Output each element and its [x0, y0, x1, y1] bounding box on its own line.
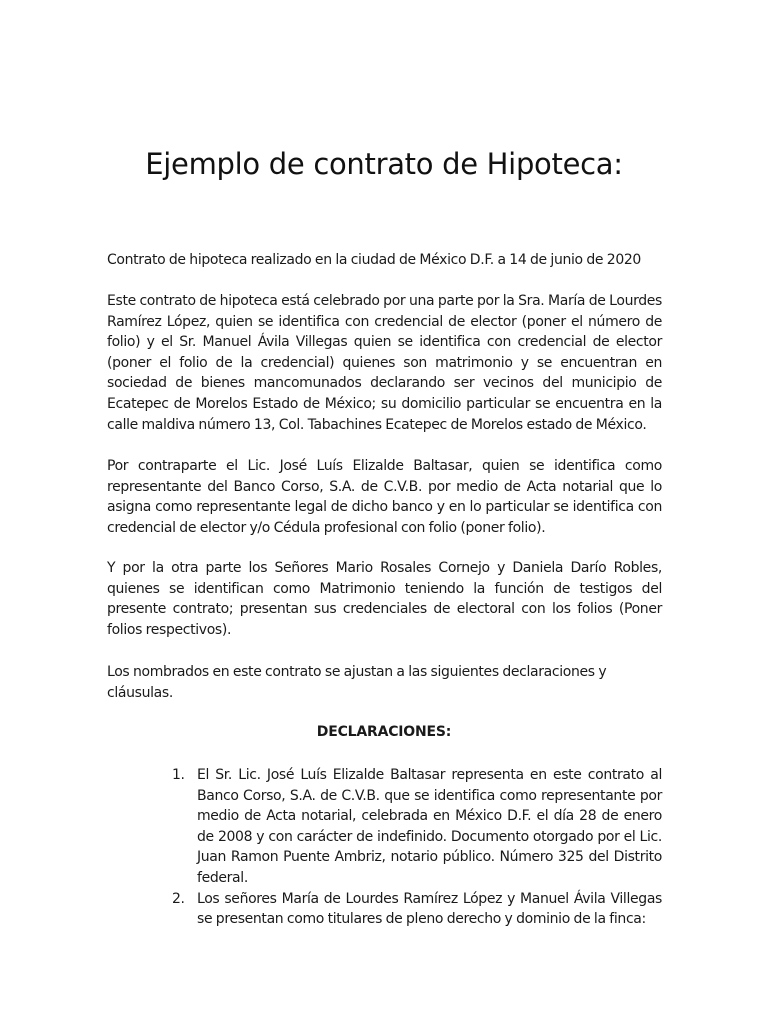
document-title: Ejemplo de contrato de Hipoteca: [145, 147, 623, 181]
declarations-list [172, 765, 662, 930]
declarations-heading: DECLARACIONES: [316, 724, 452, 740]
list-item [172, 765, 662, 889]
counterparty-paragraph: Por contraparte el Lic. José Luís Elizalde Baltasar, quien se identifica como representante del Banco Corso, S.A. de C.V.B. por medio de Acta notarial que lo asigna como representante legal de dicho banco y en lo particular se identifica con credencial de elector y/o Cédula profesional con folio (poner folio). [107, 458, 662, 536]
intro-paragraph: Contrato de hipoteca realizado en la ciudad de México D.F. a 14 de junio de 2020 [107, 252, 641, 268]
list-item-number: 1. [172, 767, 185, 783]
list-item-number: 2. [172, 890, 185, 907]
list-item [172, 889, 662, 930]
parties-paragraph: Este contrato de hipoteca está celebrado por una parte por la Sra. María de Lourdes Ramírez López, quien se identifica con credencial de elector (poner el número de folio) y el Sr. Manuel Ávila Villegas quien se identifica con credencial de elector (poner el folio de la credencial) quienes son matrimonio y se encuentran en sociedad de bienes mancomunados declarando ser vecinos del municipio de Ecatepec de Morelos Estado de México; su domicilio particular se encuentra en la calle maldiva número 13, Col. Tabachines Ecatepec de Morelos estado de México. [107, 293, 662, 433]
agreement-paragraph: Los nombrados en este contrato se ajustan a las siguientes declaraciones y cláusulas. [107, 664, 607, 701]
witnesses-paragraph: Y por la otra parte los Señores Mario Rosales Cornejo y Daniela Darío Robles, quienes se identifican como Matrimonio teniendo la función de testigos del presente contrato; presentan sus credenciales de electoral con los folios (Poner folios respectivos). [107, 560, 662, 638]
list-item-text: El Sr. Lic. José Luís Elizalde Baltasar representa en este contrato al Banco Corso, S.A. de C.V.B. que se identifica como representante por medio de Acta notarial, celebrada en México D.F. el día 28 de enero de 2008 y con carácter de indefinido. Documento otorgado por el Lic. Juan Ramon Puente Ambriz, notario público. Número 325 del Distrito federal. [197, 767, 662, 886]
list-item-text: Los señores María de Lourdes Ramírez López y Manuel Ávila Villegas se presentan como titulares de pleno derecho y dominio de la finca: [197, 890, 662, 928]
